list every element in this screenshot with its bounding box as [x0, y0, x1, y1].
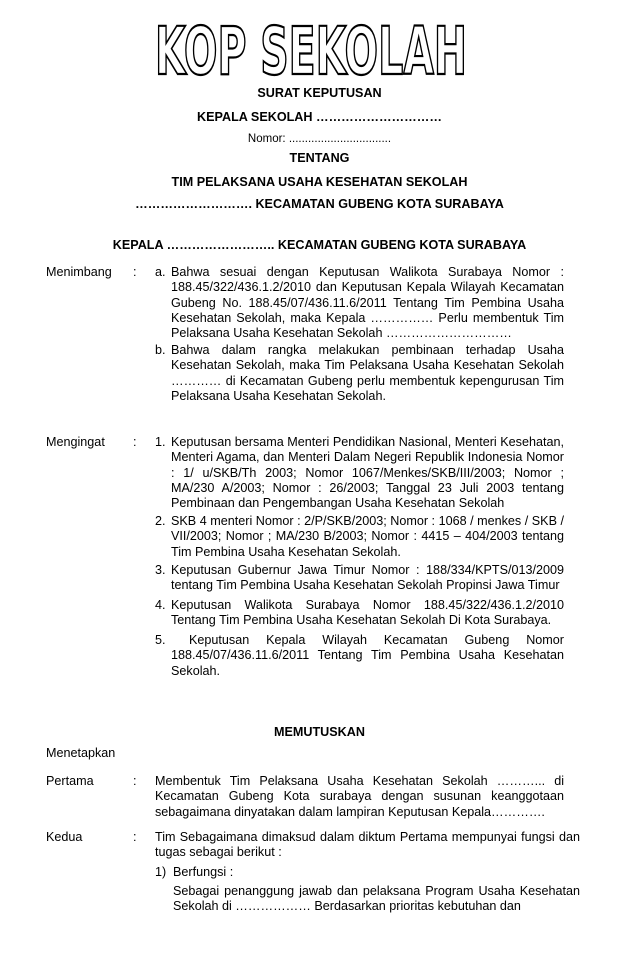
kedua-sub-text: Sebagai penanggung jawab dan pelaksana Program Usaha Kesehatan Sekolah di ……………… Berdasarkan prioritas kebutuhan dan — [173, 884, 580, 914]
mengingat-marker-5: 5. — [155, 633, 166, 647]
subject-line-2: ………………………. KECAMATAN GUBENG KOTA SURABAYA — [135, 197, 504, 211]
mengingat-marker-2: 2. — [155, 514, 166, 528]
menimbang-marker-b: b. — [155, 343, 166, 357]
kop-sekolah-logo — [0, 18, 639, 80]
kedua-sub-marker: 1) — [155, 865, 167, 879]
kop-sekolah-text: KOP SEKOLAH — [155, 18, 467, 80]
mengingat-label: Mengingat — [46, 435, 105, 449]
mengingat-item-5: Keputusan Kepala Wilayah Kecamatan Gubeng Nomor 188.45/07/436.11.6/2011 Tentang Tim Pembina Usaha Kesehatan Sekolah. — [171, 633, 564, 678]
menimbang-item-a: Bahwa sesuai dengan Keputusan Walikota Surabaya Nomor : 188.45/322/436.1.2/2010 dan Keputusan Kepala Wilayah Kecamatan Gubeng No. 188.45/07/436.11.6/2011 Tentang Tim Pembina Usaha Kesehatan Sekolah, maka Kepala …………… Perlu membentuk Tim Pelaksana Usaha Kesehatan Sekolah ………………………… — [171, 265, 564, 341]
pertama-colon: : — [133, 774, 137, 788]
doc-title: SURAT KEPUTUSAN — [257, 86, 382, 100]
mengingat-marker-1: 1. — [155, 435, 166, 449]
kedua-text: Tim Sebagaimana dimaksud dalam diktum Pertama mempunyai fungsi dan tugas sebagai berikut : — [155, 830, 580, 860]
mengingat-item-1: Keputusan bersama Menteri Pendidikan Nasional, Menteri Kesehatan, Menteri Agama, dan Menteri Dalam Negeri Republik Indonesia Nomor : 1/ u/SKB/Th 2003; Nomor 1067/Menkes/SKB/III/2003; Nomor ; MA/230 A/2003; Nomor : 26/2003; Tanggal 23 Juli 2003 tentang Pembinaan dan Pengembangan Usaha Kesehatan Sekolah — [171, 435, 564, 511]
mengingat-marker-3: 3. — [155, 563, 166, 577]
kedua-sub-label: Berfungsi : — [173, 865, 234, 879]
kedua-label: Kedua — [46, 830, 83, 844]
menimbang-marker-a: a. — [155, 265, 166, 279]
kepala-sekolah-line: KEPALA SEKOLAH ………………………… — [197, 110, 442, 124]
memutuskan-heading: MEMUTUSKAN — [274, 725, 365, 739]
mengingat-item-2: SKB 4 menteri Nomor : 2/P/SKB/2003; Nomor : 1068 / menkes / SKB / VII/2003; Nomor ; MA/230 B/2003; Nomor : 4415 – 404/2003 tentang Tim Pembina Usaha Kesehatan Sekolah. — [171, 514, 564, 559]
menimbang-label: Menimbang — [46, 265, 112, 279]
pertama-text: Membentuk Tim Pelaksana Usaha Kesehatan Sekolah ………... di Kecamatan Gubeng Kota surabaya dengan susunan keanggotaan sebagaimana dinyatakan dalam lampiran Keputusan Kepala…………. — [155, 774, 564, 819]
kedua-colon: : — [133, 830, 137, 844]
mengingat-item-3: Keputusan Gubernur Jawa Timur Nomor : 188/334/KPTS/013/2009 tentang Tim Pembina Usaha Kesehatan Sekolah Propinsi Jawa Timur — [171, 563, 564, 593]
pertama-label: Pertama — [46, 774, 94, 788]
menetapkan-label: Menetapkan — [46, 746, 116, 760]
menimbang-item-b: Bahwa dalam rangka melakukan pembinaan terhadap Usaha Kesehatan Sekolah, maka Tim Pelaksana Usaha Kesehatan Sekolah ………… di Kecamatan Gubeng perlu membentuk kepengurusan Tim Pelaksana Usaha Kesehatan Sekolah. — [171, 343, 564, 403]
mengingat-marker-4: 4. — [155, 598, 166, 612]
nomor-line: Nomor: ................................ — [247, 133, 392, 145]
mengingat-item-4: Keputusan Walikota Surabaya Nomor 188.45/322/436.1.2/2010 Tentang Tim Pembina Usaha Kesehatan Sekolah Di Kota Surabaya. — [171, 598, 564, 628]
subject-line: TIM PELAKSANA USAHA KESEHATAN SEKOLAH — [171, 175, 468, 189]
tentang-heading: TENTANG — [289, 151, 350, 165]
menimbang-colon: : — [133, 265, 137, 279]
issuer-line: KEPALA …………………….. KECAMATAN GUBENG KOTA SURABAYA — [112, 238, 527, 252]
mengingat-colon: : — [133, 435, 137, 449]
